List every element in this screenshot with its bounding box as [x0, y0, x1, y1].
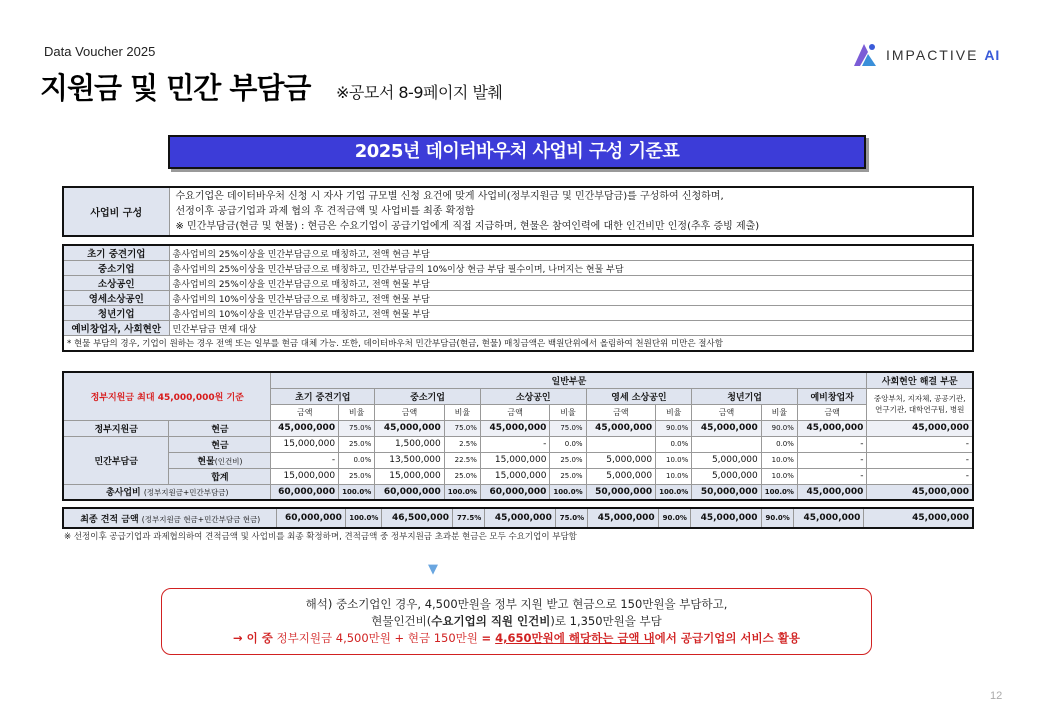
interpretation-callout: 해석) 중소기업인 경우, 4,500만원을 정부 지원 받고 현금으로 150만원을 부담하고, 현물인건비(수요기업의 직원 인건비)로 1,350만원을 부담 → 이 중 정부지원금 4,500만원 + 현금 150만원 = 4,650만원에 해당하는 금액 내에서 공급기업의 서비스 활용: [161, 588, 872, 655]
budget-corner-label: 정부지원금 최대 45,000,000원 기준: [63, 372, 271, 420]
table-row: 초기 중견기업 총사업비의 25%이상을 민간부담금으로 매칭하고, 전액 현금 부담: [63, 245, 973, 261]
table-row: [63, 336, 973, 351]
social-sub: 중앙부처, 지자체, 공공기관, 연구기관, 대학연구팀, 병원: [867, 388, 973, 420]
table-row: 합계 15,000,000 25.0% 15,000,000 25.0% 15,000,000 25.0% 5,000,000 10.0% 5,000,000 10.0% - -: [63, 468, 973, 484]
table-row: 중소기업 총사업비의 25%이상을 민간부담금으로 매칭하고, 민간부담금의 10%이상 현금 부담 필수이며, 나머지는 현물 부담: [63, 261, 973, 276]
logo-text: IMPACTIVE AI: [886, 47, 1001, 63]
logo-mark-icon: [850, 40, 880, 70]
table-row: 최종 견적 금액 (정부지원금 현금+민간부담금 현금) 60,000,000 100.0% 46,500,000 77.5% 45,000,000 75.0% 45,000,000 90.0% 45,000,000 90.0% 45,000,000 45,000,000: [63, 508, 973, 528]
group-social: 사회현안 해결 부문: [867, 372, 973, 388]
table-row: 현물(인건비) - 0.0% 13,500,000 22.5% 15,000,000 25.0% 5,000,000 10.0% 5,000,000 10.0% - -: [63, 452, 973, 468]
page-number: 12: [990, 690, 1003, 702]
composition-table: [62, 186, 974, 237]
table-row: 민간부담금 현금 15,000,000 25.0% 1,500,000 2.5% - 0.0% 0.0% 0.0% - -: [63, 436, 973, 452]
burden-note: * 현물 부담의 경우, 기업이 원하는 경우 전액 또는 일부를 현금 대체 가능. 또한, 데이터바우처 민간부담금(현금, 현물) 매칭금액은 백원단위에서 올림하여 천원단위 미만은 절사함: [63, 336, 973, 351]
title-note: ※공모서 8-9페이지 발췌: [336, 83, 503, 102]
table-row: 총사업비 (정부지원금+민간부담금) 60,000,000 100.0% 60,000,000 100.0% 60,000,000 100.0% 50,000,000 100.0% 50,000,000 100.0% 45,000,000 45,000,000: [63, 484, 973, 500]
composition-label: 사업비 구성: [63, 187, 169, 236]
group-general: 일반부문: [271, 372, 867, 388]
table-row: 영세소상공인 총사업비의 10%이상을 민간부담금으로 매칭하고, 전액 현물 부담: [63, 291, 973, 306]
down-arrow-icon: ▼: [428, 562, 438, 577]
composition-desc: 수요기업은 데이터바우처 신청 시 자사 기업 규모별 신청 요건에 맞게 사업비(정부지원금 및 민간부담금)를 구성하여 신청하며, 선정이후 공급기업과 과제 협의 후 견적금액 및 사업비를 최종 확정함 ※ 민간부담금(현금 및 현물) : 현금은 수요기업이 공급기업에게 직접 지급하며, 현물은 참여인력에 대한 인건비만 인정(추후 증빙 제출): [169, 187, 973, 236]
table-row: 정부지원금 현금 45,000,000 75.0% 45,000,000 75.0% 45,000,000 75.0% 45,000,000 90.0% 45,000,000 90.0% 45,000,000 45,000,000: [63, 420, 973, 436]
section-banner: 2025년 데이터바우처 사업비 구성 기준표: [168, 135, 866, 169]
company-logo: [850, 40, 1000, 70]
budget-table: 정부지원금 최대 45,000,000원 기준 일반부문 사회현안 해결 부문 초기 중견기업 중소기업 소상공인 영세 소상공인 청년기업 예비창업자 중앙부처, 지자체, 공공기관, 연구기관, 대학연구팀, 병원 금액 비율 금액 비율 금액 비율 금액 비율 금액 비율 금액 정부지원금 현금 45,000,000 75.0% 45,000,000 75.0% 45,000,000 75.0% 45,000,000 90.0% 45,000,000 90.0% 45,000,000 45,000,000 민간부담금 현금 15,000,000 25.0% 1,500,000 2.5% - 0.0% 0.0% 0.0% - - 현물(인건비) - 0.0% 13,500,000 22.5% 15,000,000 25.0% 5,000,000 10.0% 5,000,000 10.0% - - 합계 15,000,000 25.0% 15,000,000 25.0% 15,000,000 25.0% 5,000,000 10.0% 5,000,000 10.0% - - 총사업비 (정부지원금+민간부담금) 60,000,000 100.0% 60,000,000 100.0% 60,000,000 100.0% 50,000,000 100.0% 50,000,000 100.0% 45,000,000 45,000,000: [62, 371, 974, 501]
eyebrow: Data Voucher 2025: [44, 44, 156, 59]
burden-rules-table: [62, 244, 974, 352]
final-quote-table: [62, 507, 974, 529]
page-title: 지원금 및 민간 부담금: [40, 71, 311, 105]
table-row: 청년기업 총사업비의 10%이상을 민간부담금으로 매칭하고, 전액 현물 부담: [63, 306, 973, 321]
table-row: 예비창업자, 사회현안 민간부담금 면제 대상: [63, 321, 973, 336]
table-row: 소상공인 총사업비의 25%이상을 민간부담금으로 매칭하고, 전액 현물 부담: [63, 276, 973, 291]
footnote: ※ 선정이후 공급기업과 과제협의하여 견적금액 및 사업비를 최종 확정하며, 견적금액 중 정부지원금 초과분 현금은 모두 수요기업이 부담함: [64, 532, 577, 542]
